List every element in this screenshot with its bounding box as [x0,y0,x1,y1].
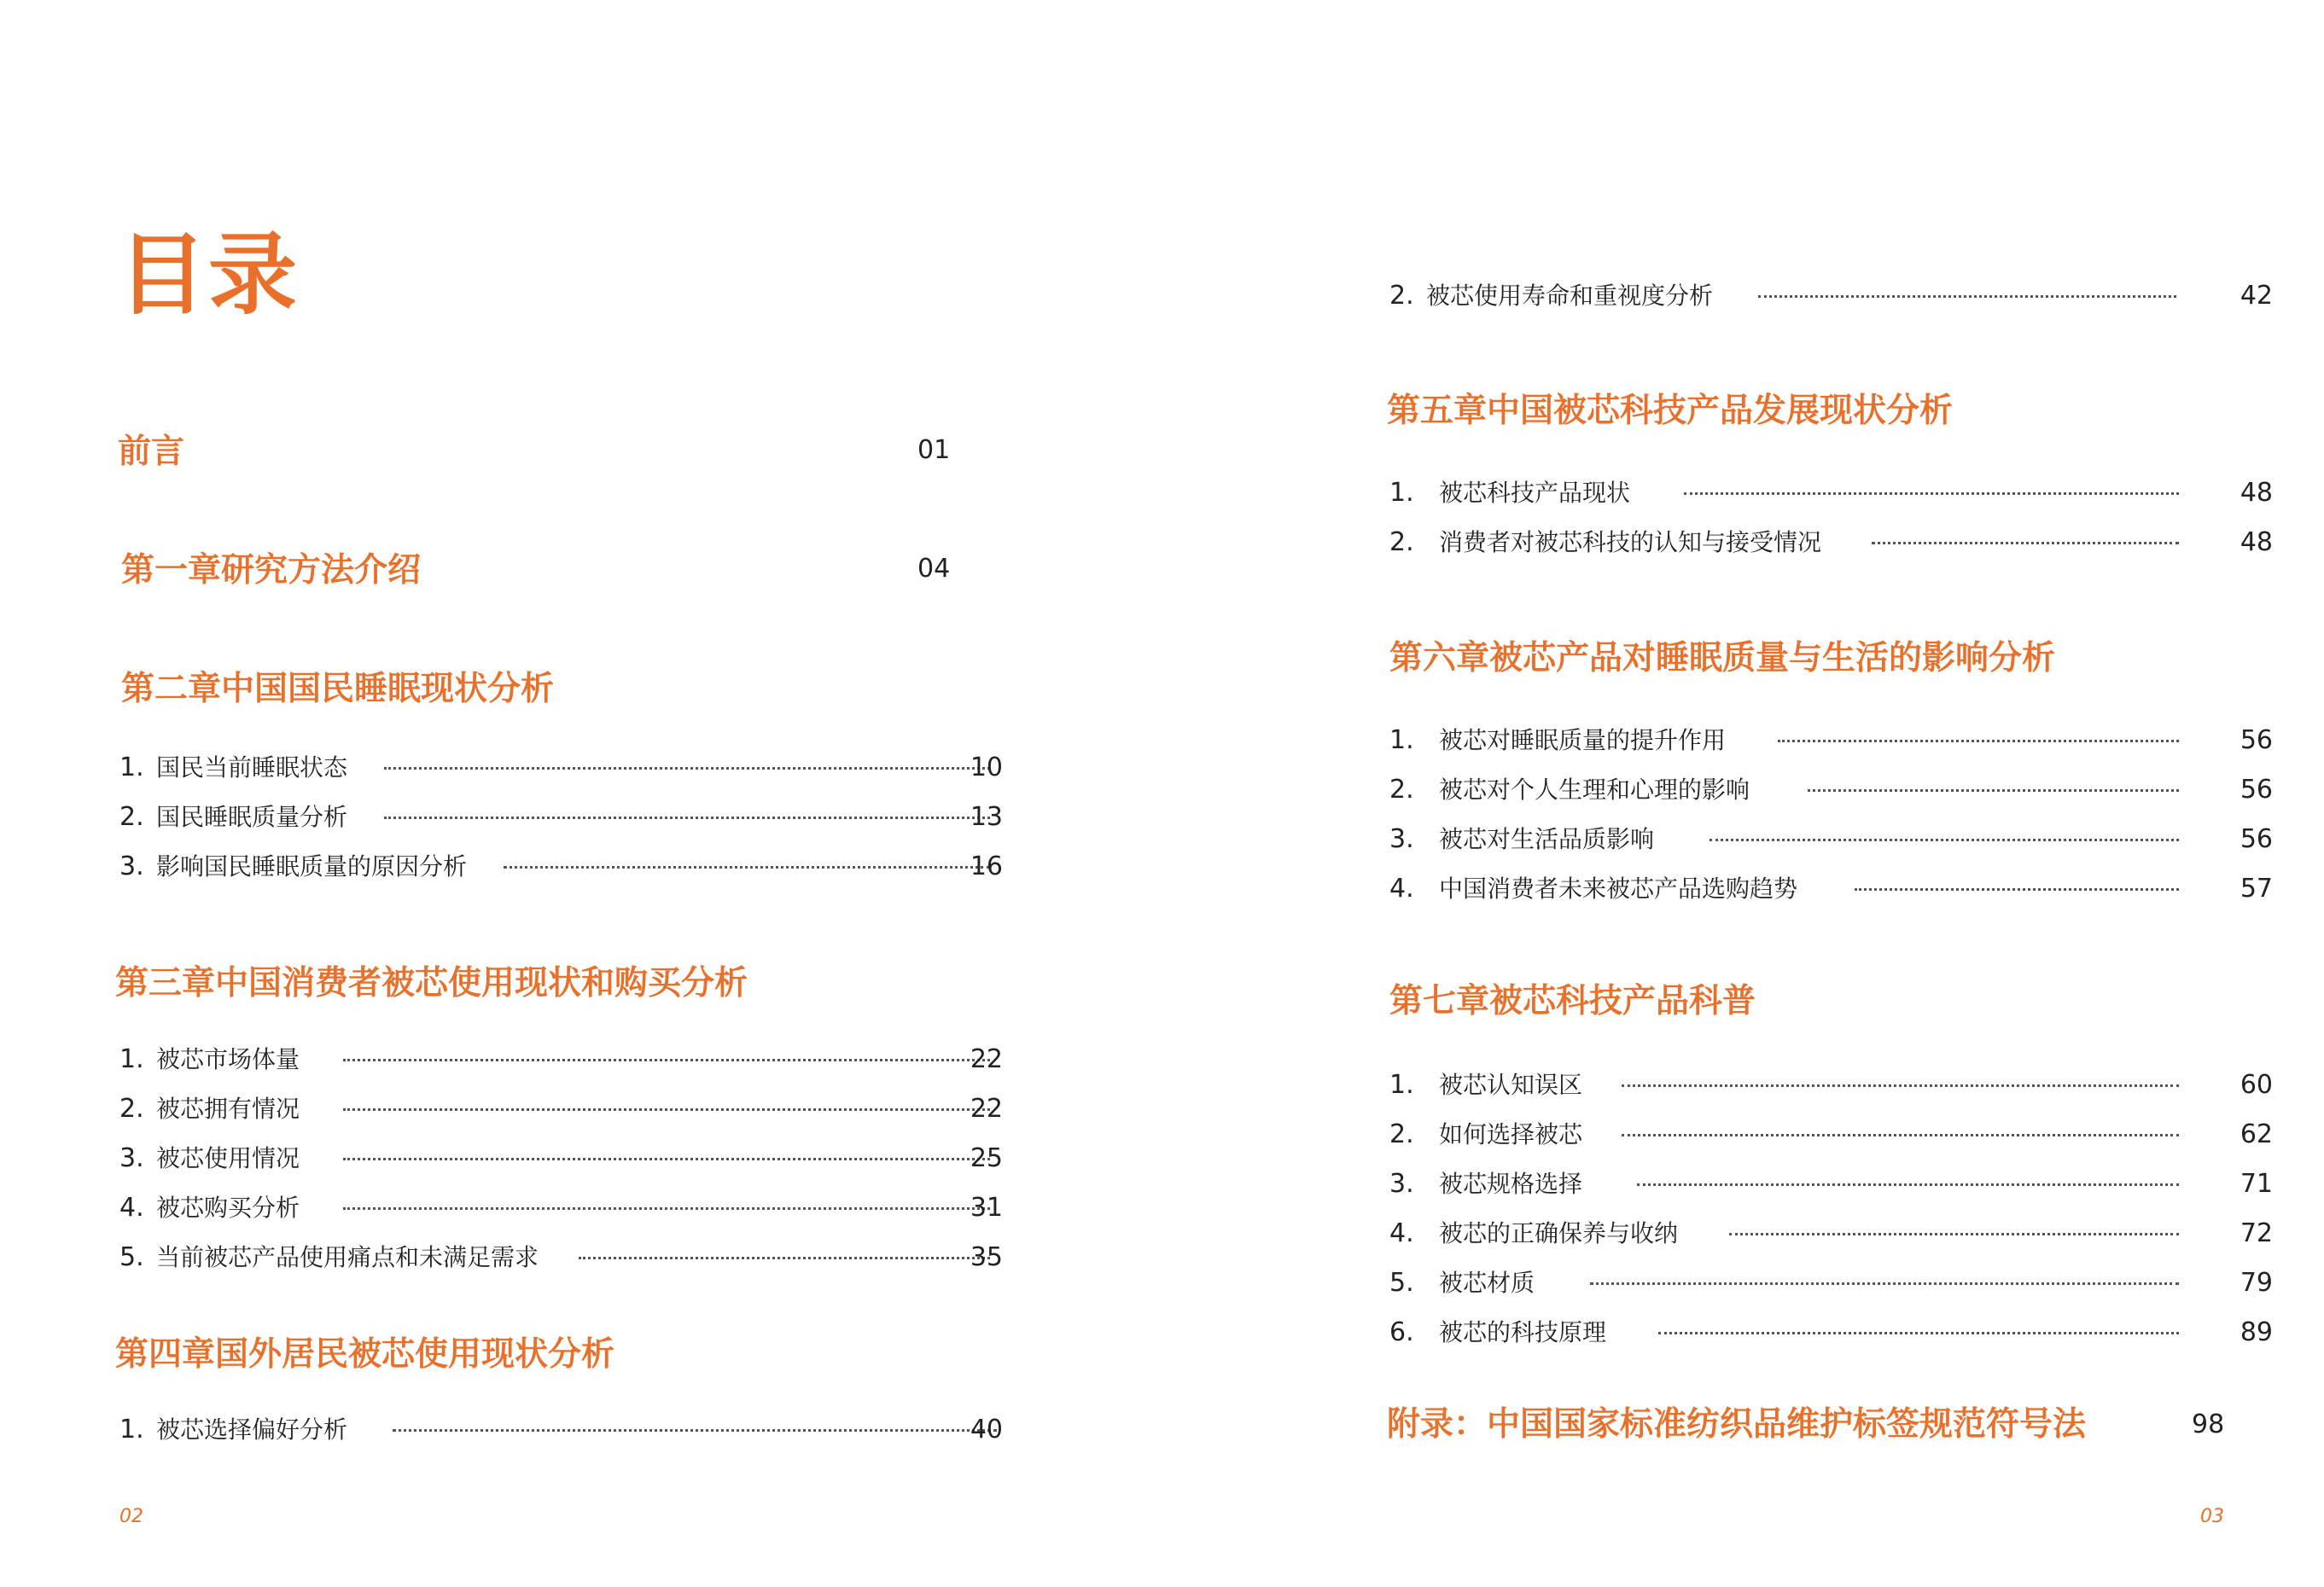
entry-number: 3. [1389,1169,1414,1199]
chapter-3[interactable]: 第三章中国消费者被芯使用现状和购买分析 [115,964,748,1003]
entry-text: 中国消费者未来被芯产品选购趋势 [1439,875,1798,903]
dot-leader [1808,789,2179,792]
toc-entry[interactable] [1389,1316,2273,1350]
entry-page: 40 [970,1415,1003,1445]
dot-leader [1622,1084,2179,1087]
dot-leader [579,1257,990,1259]
entry-page: 62 [2240,1119,2273,1149]
entry-number: 1. [119,1044,144,1074]
entry-text: 国民当前睡眠状态 [156,753,348,782]
entry-text: 被芯拥有情况 [156,1095,300,1123]
entry-number: 1. [119,1415,144,1445]
chapter-1[interactable]: 第一章研究方法介绍 [121,551,422,590]
entry-text: 影响国民睡眠质量的原因分析 [156,852,468,881]
entry-text: 被芯对睡眠质量的提升作用 [1439,726,1727,754]
toc-entry[interactable] [1389,1217,2273,1251]
entry-text: 被芯认知误区 [1439,1071,1583,1099]
chapter-4[interactable]: 第四章国外居民被芯使用现状分析 [115,1335,615,1374]
entry-number: 3. [119,1143,144,1173]
dot-leader [1872,542,2179,544]
entry-text: 被芯使用寿命和重视度分析 [1426,282,1714,310]
chapter-6[interactable]: 第六章被芯产品对睡眠质量与生活的影响分析 [1389,639,2056,677]
entry-text: 国民睡眠质量分析 [156,803,348,831]
entry-number: 2. [1389,1119,1414,1149]
entry-number: 5. [119,1242,144,1272]
entry-number: 6. [1389,1317,1414,1347]
toc-entry[interactable] [1389,773,2273,807]
entry-page: 25 [970,1143,1003,1173]
dot-leader [384,767,990,770]
entry-number: 4. [1389,1218,1414,1248]
entry-text: 被芯规格选择 [1439,1170,1583,1198]
dot-leader [384,817,990,819]
entry-page: 22 [970,1044,1003,1074]
entry-number: 2. [1389,281,1414,311]
entry-text: 被芯对个人生理和心理的影响 [1439,776,1750,804]
entry-number: 3. [119,852,144,881]
entry-text: 被芯对生活品质影响 [1439,825,1655,853]
dot-leader [343,1207,990,1210]
entry-number: 3. [1389,824,1414,854]
entry-number: 4. [119,1193,144,1223]
dot-leader [1590,1282,2179,1285]
toc-entry[interactable] [119,1191,1003,1225]
toc-entry[interactable] [1389,1068,2273,1102]
entry-text: 被芯科技产品现状 [1439,479,1631,507]
dot-leader [393,1429,997,1432]
entry-number: 4. [1389,874,1414,904]
entry-page: 56 [2240,725,2273,755]
toc-entry[interactable] [119,751,1003,785]
toc-entry[interactable] [119,1241,1003,1275]
entry-text: 被芯的正确保养与收纳 [1439,1219,1679,1247]
chapter-preface[interactable]: 前言 [118,433,185,471]
entry-page: 31 [970,1193,1003,1223]
dot-leader [1758,295,2176,298]
toc-entry[interactable] [1389,724,2273,758]
toc-entry[interactable] [1389,476,2273,510]
entry-text: 消费者对被芯科技的认知与接受情况 [1439,528,1822,556]
entry-page: 56 [2240,824,2273,854]
entry-text: 被芯选择偏好分析 [156,1416,348,1444]
entry-page: 10 [970,753,1003,782]
entry-number: 2. [1389,527,1414,557]
chapter-2[interactable]: 第二章中国国民睡眠现状分析 [121,670,555,708]
page-number-right: 03 [2200,1506,2224,1527]
toc-entry[interactable] [119,850,1003,884]
toc-entry[interactable] [1389,872,2273,906]
dot-leader [343,1158,990,1160]
toc-entry[interactable] [1389,1118,2273,1152]
entry-page: 60 [2240,1070,2273,1100]
page-number-left: 02 [119,1506,143,1527]
entry-page: 72 [2240,1218,2273,1248]
chapter-page: 04 [917,554,951,584]
dot-leader [1729,1233,2179,1235]
dot-leader [1684,492,2179,495]
entry-text: 被芯的科技原理 [1439,1318,1607,1346]
chapter-page: 98 [2192,1410,2225,1439]
dot-leader [1855,888,2179,891]
toc-entry[interactable] [1389,1167,2273,1201]
dot-leader [343,1059,990,1061]
entry-page: 16 [970,852,1003,881]
entry-page: 48 [2240,478,2273,508]
toc-entry[interactable] [119,1413,1003,1447]
toc-entry[interactable] [1389,1266,2273,1300]
dot-leader [343,1108,990,1111]
appendix[interactable]: 附录：中国国家标准纺织品维护标签规范符号法 [1387,1405,2087,1444]
dot-leader [1778,740,2179,742]
entry-page: 13 [970,802,1003,832]
entry-number: 2. [119,1094,144,1124]
chapter-page: 01 [917,435,951,465]
toc-entry[interactable] [119,1092,1003,1126]
entry-page: 79 [2240,1268,2273,1298]
entry-page: 89 [2240,1317,2273,1347]
entry-text: 被芯使用情况 [156,1144,300,1172]
entry-page: 56 [2240,775,2273,805]
toc-entry[interactable] [1389,823,2273,857]
dot-leader [1622,1134,2179,1136]
dot-leader [1637,1183,2179,1186]
entry-text: 当前被芯产品使用痛点和未满足需求 [156,1243,539,1271]
entry-number: 2. [119,802,144,832]
entry-page: 57 [2240,874,2273,904]
toc-entry[interactable] [119,800,1003,834]
chapter-5[interactable]: 第五章中国被芯科技产品发展现状分析 [1387,392,1954,430]
entry-text: 被芯购买分析 [156,1194,300,1222]
entry-number: 1. [1389,1070,1414,1100]
dot-leader [1658,1332,2179,1334]
entry-text: 被芯市场体量 [156,1045,300,1073]
dot-leader [1710,839,2179,841]
dot-leader [504,866,990,869]
toc-entry[interactable] [119,1043,1003,1077]
entry-number: 2. [1389,775,1414,805]
entry-page: 48 [2240,527,2273,557]
entry-number: 1. [119,753,144,782]
entry-number: 1. [1389,725,1414,755]
entry-page: 35 [970,1242,1003,1272]
entry-page: 42 [2240,281,2273,311]
toc-entry[interactable] [1389,279,2273,313]
chapter-7[interactable]: 第七章被芯科技产品科普 [1389,982,1756,1020]
entry-number: 5. [1389,1268,1414,1298]
entry-text: 被芯材质 [1439,1269,1535,1297]
toc-entry[interactable] [1389,526,2273,560]
entry-page: 71 [2240,1169,2273,1199]
entry-number: 1. [1389,478,1414,508]
entry-page: 22 [970,1094,1003,1124]
entry-text: 如何选择被芯 [1439,1120,1583,1148]
toc-title: 目录 [118,223,300,327]
toc-entry[interactable] [119,1142,1003,1176]
